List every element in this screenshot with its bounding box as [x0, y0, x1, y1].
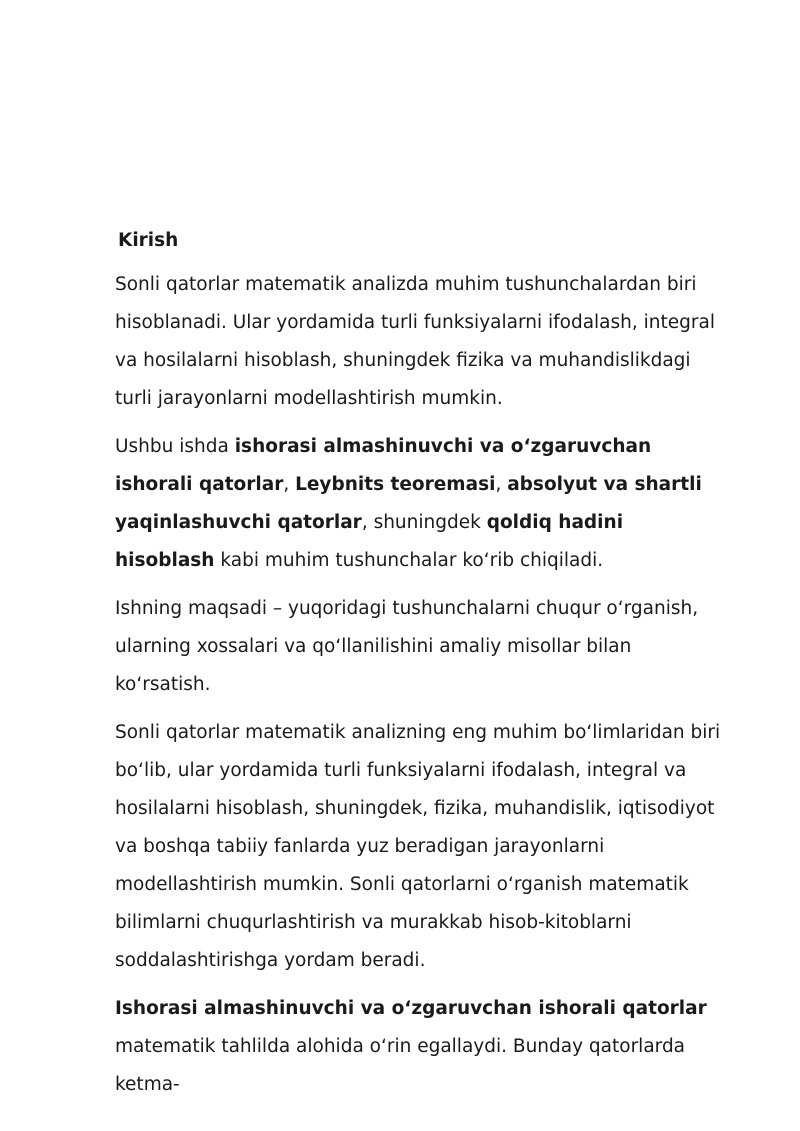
text-run: matematik tahlilda alohida o‘rin egallaydi. Bunday qatorlarda ketma- — [115, 1036, 686, 1095]
paragraph-importance: Sonli qatorlar matematik analizning eng muhim bo‘limlaridan biri bo‘lib, ular yordamida turli funksiyalarni ifodalash, integral va hosilalarni hisoblash, shuningdek, fizika, muhandislik, iqtisodiyot va boshqa tabiiy fanlarda yuz beradigan jarayonlarni modellashtirish mumkin. Sonli qatorlarni o‘rganish matematik bilimlarni chuqurlashtirish va murakkab hisob-kitoblarni soddalashtirishga yordam beradi. — [115, 722, 721, 971]
bold-term-alternating-series: Ishorasi almashinuvchi va o‘zgaruvchan ishorali qatorlar — [115, 998, 707, 1019]
bold-term-absolute-conditional: absolyut va shartli yaqinlashuvchi qatorlar — [115, 474, 702, 533]
text-run: kabi muhim tushunchalar ko‘rib chiqiladi. — [214, 550, 604, 571]
bold-term-leibniz-theorem: Leybnits teoremasi — [295, 474, 496, 495]
paragraph-alternating — [115, 990, 725, 1104]
text-run: Ushbu ishda — [115, 436, 235, 457]
document-body — [115, 222, 725, 1114]
paragraph-intro: Sonli qatorlar matematik analizda muhim tushunchalardan biri hisoblanadi. Ular yordamida turli funksiyalarni ifodalash, integral va hosilalarni hisoblash, shuningdek fizika va muhandislikdagi turli jarayonlarni modellashtirish mumkin. — [115, 274, 715, 409]
bold-term-remainder: qoldiq hadini hisoblash — [115, 512, 624, 571]
text-run: , shuningdek — [361, 512, 487, 533]
text-run: , — [283, 474, 296, 495]
bold-term-alternating-series: ishorasi almashinuvchi va o‘zgaruvchan ishorali qatorlar — [115, 436, 652, 495]
section-heading: Kirish — [118, 230, 179, 251]
paragraph-topics — [115, 428, 725, 580]
text-run: , — [495, 474, 508, 495]
paragraph-goal: Ishning maqsadi – yuqoridagi tushunchalarni chuqur o‘rganish, ularning xossalari va qo‘llanilishini amaliy misollar bilan ko‘rsatish. — [115, 598, 699, 695]
